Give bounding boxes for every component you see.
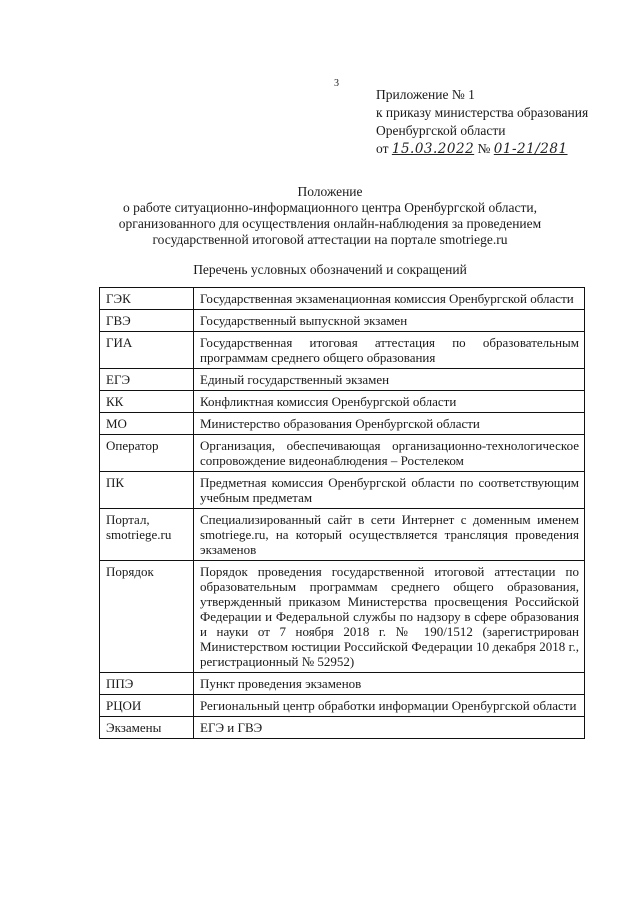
table-row	[100, 435, 585, 472]
abbreviation-cell: МО	[100, 413, 194, 435]
title-line-3: организованного для осуществления онлайн-наблюдения за проведением	[118, 216, 542, 231]
table-row	[100, 472, 585, 509]
definition-cell: ЕГЭ и ГВЭ	[194, 717, 585, 739]
abbreviation-cell: ЕГЭ	[100, 369, 194, 391]
definition-cell: Государственный выпускной экзамен	[194, 310, 585, 332]
page-number: 3	[334, 78, 339, 89]
appendix-date-line	[376, 140, 588, 158]
table-row	[100, 369, 585, 391]
table-row	[100, 288, 585, 310]
abbreviation-cell: РЦОИ	[100, 695, 194, 717]
definition-cell: Конфликтная комиссия Оренбургской области	[194, 391, 585, 413]
definition-cell: Министерство образования Оренбургской области	[194, 413, 585, 435]
table-row	[100, 717, 585, 739]
abbreviation-cell: Порядок	[100, 561, 194, 673]
definition-cell: Региональный центр обработки информации Оренбургской области	[194, 695, 585, 717]
table-row	[100, 332, 585, 369]
abbreviation-cell: Оператор	[100, 435, 194, 472]
appendix-header	[376, 86, 588, 158]
date-prefix: от	[376, 141, 389, 156]
abbreviation-cell: КК	[100, 391, 194, 413]
abbreviation-cell: Экзамены	[100, 717, 194, 739]
definition-cell: Единый государственный экзамен	[194, 369, 585, 391]
definition-cell: Предметная комиссия Оренбургской области по соответствующим учебным предметам	[194, 472, 585, 509]
abbreviation-cell: ГИА	[100, 332, 194, 369]
abbreviations-table-body	[100, 288, 585, 739]
table-row	[100, 391, 585, 413]
definition-cell: Государственная экзаменационная комиссия Оренбургской области	[194, 288, 585, 310]
abbreviations-table	[99, 287, 585, 739]
title-line-2: о работе ситуационно-информационного центра Оренбургской области,	[122, 200, 538, 215]
abbreviation-cell: ПК	[100, 472, 194, 509]
table-row	[100, 561, 585, 673]
table-row	[100, 310, 585, 332]
handwritten-date: 15.03.2022	[391, 141, 475, 157]
definition-cell: Пункт проведения экзаменов	[194, 673, 585, 695]
table-row	[100, 413, 585, 435]
table-row	[100, 509, 585, 561]
definition-cell: Специализированный сайт в сети Интернет с доменным именем smotriege.ru, на который осуществляется трансляция проведения экзаменов	[194, 509, 585, 561]
appendix-line-3: Оренбургской области	[376, 123, 506, 138]
abbreviation-cell: ГЭК	[100, 288, 194, 310]
appendix-line-2: к приказу министерства образования	[376, 105, 589, 120]
title-line-4: государственной итоговой аттестации на портале smotriege.ru	[152, 232, 508, 247]
abbreviation-cell: ППЭ	[100, 673, 194, 695]
definition-cell: Государственная итоговая аттестация по образовательным программам среднего общего образования	[194, 332, 585, 369]
appendix-line-1: Приложение № 1	[376, 87, 475, 102]
abbreviation-cell: ГВЭ	[100, 310, 194, 332]
title-line-1: Положение	[297, 184, 363, 199]
definition-cell: Организация, обеспечивающая организационно-технологическое сопровождение видеонаблюдения – Ростелеком	[194, 435, 585, 472]
definition-cell: Порядок проведения государственной итоговой аттестации по образовательным программам среднего общего образования, утвержденный приказом Министерства просвещения Российской Федерации и Федеральной службы по надзору в сфере образования и науки от 7 ноября 2018 г. № 190/1512 (зарегистрирован Министерством юстиции Российской Федерации 10 декабря 2018 г., регистрационный № 52952)	[194, 561, 585, 673]
abbreviation-cell: Портал, smotriege.ru	[100, 509, 194, 561]
handwritten-number: 01-21/281	[493, 141, 568, 157]
table-row	[100, 695, 585, 717]
document-title	[60, 184, 600, 248]
number-prefix: №	[477, 141, 491, 156]
table-row	[100, 673, 585, 695]
table-title: Перечень условных обозначений и сокращений	[193, 262, 467, 277]
